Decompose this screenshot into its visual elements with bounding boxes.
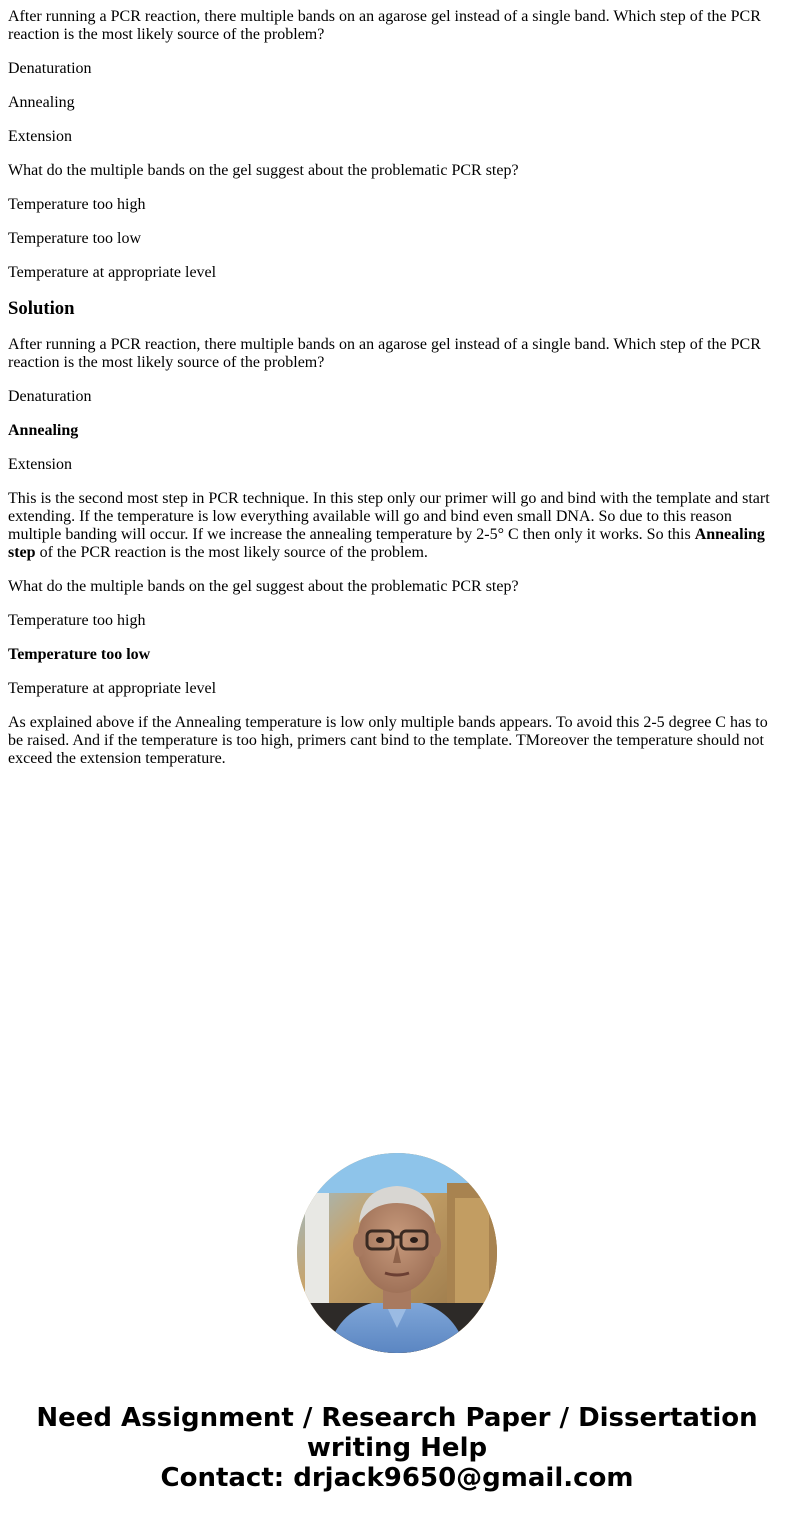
q2-option-appropriate: Temperature at appropriate level — [8, 264, 217, 281]
promo-banner — [0, 1403, 794, 1493]
q2-option-high: Temperature too high — [8, 196, 146, 213]
solution-q1-answer-text: Annealing — [8, 422, 79, 439]
solution-q2-explanation: As explained above if the Annealing temperature is low only multiple bands appears. To avoid this 2-5 degree C has to be raised. And if the temperature is too high, primers cant bind to the template. TMoreover the temperature should not exceed the extension temperature. — [8, 714, 768, 767]
question-1-text: After running a PCR reaction, there multiple bands on an agarose gel instead of a single band. Which step of the PCR reaction is the most likely source of the problem? — [8, 8, 761, 43]
explanation-text-before: This is the second most step in PCR technique. In this step only our primer will go and bind with the template and start extending. If the temperature is low everything available will go and bind even small DNA. So due to this reason multiple banding will occur. If we increase the annealing temperature by 2-5° C then only it works. So this — [8, 490, 770, 543]
author-portrait-image — [297, 1153, 497, 1353]
solution-question-2-text: What do the multiple bands on the gel suggest about the problematic PCR step? — [8, 578, 519, 595]
solution-q2-option-appropriate: Temperature at appropriate level — [8, 680, 217, 697]
q1-option-annealing: Annealing — [8, 94, 75, 111]
promo-contact-line: Contact: drjack9650@gmail.com — [160, 1463, 634, 1493]
q1-option-extension: Extension — [8, 128, 72, 145]
q1-option-denaturation: Denaturation — [8, 60, 92, 77]
promo-line-2: writing Help — [306, 1433, 488, 1463]
solution-q2-answer-text: Temperature too low — [8, 646, 151, 663]
solution-heading: Solution — [8, 298, 75, 319]
explanation-bold-term: Annealing step — [8, 526, 765, 561]
document-body — [8, 8, 778, 784]
solution-q2-option-high: Temperature too high — [8, 612, 146, 629]
author-avatar — [297, 1153, 497, 1353]
q2-option-low: Temperature too low — [8, 230, 142, 247]
solution-q1-option-extension: Extension — [8, 456, 72, 473]
solution-q1-answer — [8, 422, 778, 440]
explanation-text-after: of the PCR reaction is the most likely source of the problem. — [35, 544, 428, 561]
solution-q1-explanation — [8, 490, 778, 562]
solution-q2-answer — [8, 646, 778, 664]
solution-q1-option-denaturation: Denaturation — [8, 388, 92, 405]
question-2-text: What do the multiple bands on the gel suggest about the problematic PCR step? — [8, 162, 519, 179]
solution-question-1-text: After running a PCR reaction, there multiple bands on an agarose gel instead of a single band. Which step of the PCR reaction is the most likely source of the problem? — [8, 336, 761, 371]
promo-line-1: Need Assignment / Research Paper / Dissertation — [36, 1403, 758, 1433]
